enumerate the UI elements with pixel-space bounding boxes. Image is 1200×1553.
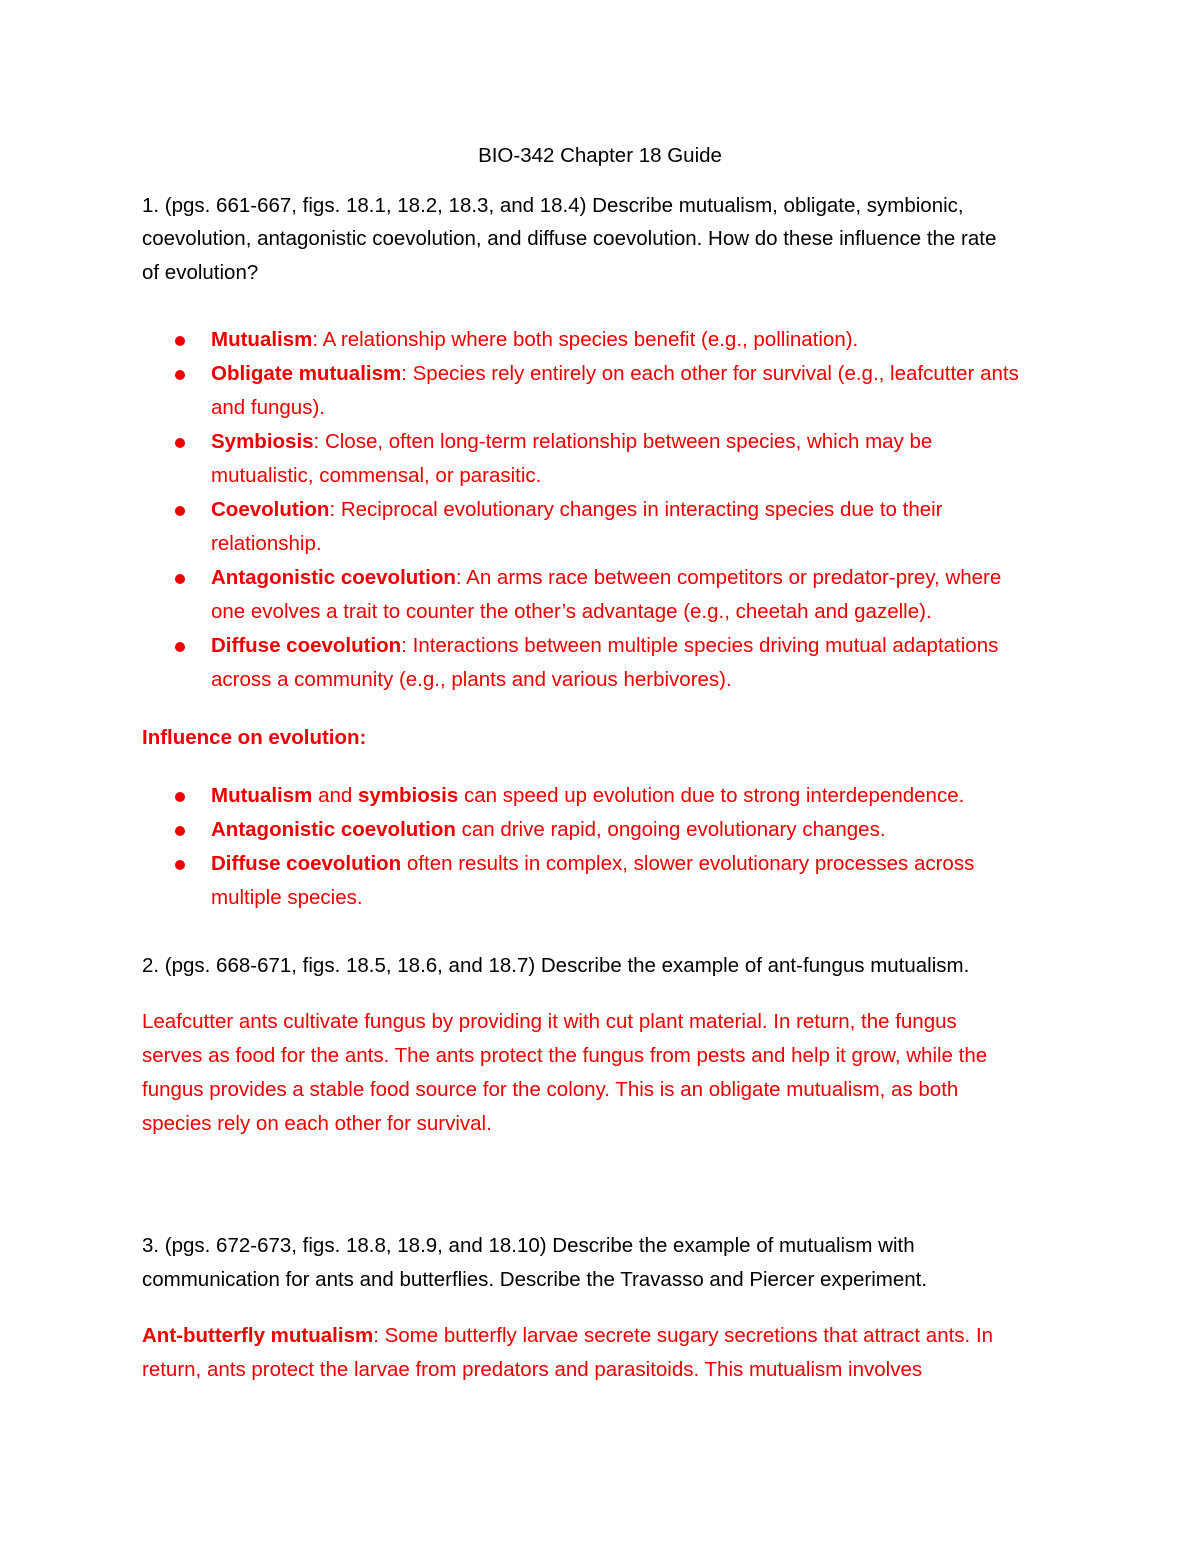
definition-text: An arms race between competitors or predator-prey, where bbox=[461, 566, 1002, 589]
term-label: Obligate mutualism bbox=[211, 362, 402, 385]
term-label: Diffuse coevolution bbox=[211, 634, 402, 657]
answer-antagonistic-coevolution bbox=[211, 561, 1001, 595]
bullet-icon bbox=[175, 336, 185, 346]
definition-text: Interactions between multiple species driving mutual adaptations bbox=[406, 634, 999, 657]
answer-symbiosis bbox=[211, 425, 932, 459]
bullet-icon bbox=[175, 370, 185, 380]
answer-antagonistic-coevolution-cont: one evolves a trait to counter the other’s advantage (e.g., cheetah and gazelle). bbox=[211, 600, 932, 623]
term-label: Symbiosis bbox=[211, 430, 314, 453]
description-text: can drive rapid, ongoing evolutionary changes. bbox=[455, 818, 886, 841]
term-separator: : bbox=[312, 328, 319, 351]
document-title: BIO-342 Chapter 18 Guide bbox=[478, 144, 722, 167]
term-label: symbiosis bbox=[357, 784, 459, 807]
answer-2-line-4: species rely on each other for survival. bbox=[142, 1112, 492, 1135]
question-2: 2. (pgs. 668-671, figs. 18.5, 18.6, and 18.7) Describe the example of ant-fungus mutualism. bbox=[142, 954, 970, 977]
answer-coevolution-cont: relationship. bbox=[211, 532, 322, 555]
term-label: Antagonistic coevolution bbox=[211, 818, 456, 841]
answer-obligate-mutualism-cont: and fungus). bbox=[211, 396, 325, 419]
answer-symbiosis-cont: mutualistic, commensal, or parasitic. bbox=[211, 464, 542, 487]
answer-diffuse-coevolution bbox=[211, 629, 998, 663]
term-label: Antagonistic coevolution bbox=[211, 566, 456, 589]
answer-2-line-2: serves as food for the ants. The ants protect the fungus from pests and help it grow, while the bbox=[142, 1044, 988, 1067]
answer-2-line-1: Leafcutter ants cultivate fungus by providing it with cut plant material. In return, the fungus bbox=[142, 1010, 957, 1033]
term-separator: : bbox=[313, 430, 320, 453]
answer-diffuse-coevolution-cont: across a community (e.g., plants and various herbivores). bbox=[211, 668, 732, 691]
answer-mutualism bbox=[211, 323, 858, 357]
description-text: can speed up evolution due to strong interdependence. bbox=[458, 784, 965, 807]
influence-item-3 bbox=[211, 847, 974, 881]
question-1-line-2: coevolution, antagonistic coevolution, and diffuse coevolution. How do these influence the rate bbox=[142, 227, 997, 250]
definition-text: Close, often long-term relationship between species, which may be bbox=[319, 430, 933, 453]
question-1-line-1: 1. (pgs. 661-667, figs. 18.1, 18.2, 18.3, and 18.4) Describe mutualism, obligate, symbionic, bbox=[142, 194, 964, 217]
influence-item-3-cont: multiple species. bbox=[211, 886, 363, 909]
description-text: often results in complex, slower evolutionary processes across bbox=[401, 852, 975, 875]
bullet-icon bbox=[175, 792, 185, 802]
term-label: Ant-butterfly mutualism bbox=[142, 1324, 374, 1347]
answer-3-line-2: return, ants protect the larvae from predators and parasitoids. This mutualism involves bbox=[142, 1358, 923, 1381]
question-1-line-3: of evolution? bbox=[142, 261, 259, 284]
definition-text: Species rely entirely on each other for survival (e.g., leafcutter ants bbox=[406, 362, 1019, 385]
term-label: Diffuse coevolution bbox=[211, 852, 402, 875]
bullet-icon bbox=[175, 506, 185, 516]
term-label: Mutualism bbox=[211, 328, 313, 351]
definition-text: A relationship where both species benefit (e.g., pollination). bbox=[318, 328, 859, 351]
connector-text: and bbox=[312, 784, 358, 807]
term-separator: : bbox=[401, 362, 407, 385]
answer-3-line-1 bbox=[142, 1319, 993, 1353]
definition-text: : Some butterfly larvae secrete sugary secretions that attract ants. In bbox=[373, 1324, 994, 1347]
bullet-icon bbox=[175, 574, 185, 584]
term-separator: : bbox=[329, 498, 336, 521]
definition-text: Reciprocal evolutionary changes in interacting species due to their bbox=[335, 498, 943, 521]
influence-item-2 bbox=[211, 813, 886, 847]
bullet-icon bbox=[175, 826, 185, 836]
bullet-icon bbox=[175, 860, 185, 870]
question-3-line-2: communication for ants and butterflies. Describe the Travasso and Piercer experiment. bbox=[142, 1268, 928, 1291]
term-label: Mutualism bbox=[211, 784, 313, 807]
answer-coevolution bbox=[211, 493, 943, 527]
influence-heading: Influence on evolution: bbox=[142, 726, 367, 749]
term-separator: : bbox=[455, 566, 462, 589]
term-label: Coevolution bbox=[211, 498, 330, 521]
term-separator: : bbox=[401, 634, 407, 657]
bullet-icon bbox=[175, 438, 185, 448]
influence-item-1 bbox=[211, 779, 964, 813]
answer-obligate-mutualism bbox=[211, 357, 1019, 391]
bullet-icon bbox=[175, 642, 185, 652]
answer-2-line-3: fungus provides a stable food source for the colony. This is an obligate mutualism, as both bbox=[142, 1078, 959, 1101]
question-3-line-1: 3. (pgs. 672-673, figs. 18.8, 18.9, and 18.10) Describe the example of mutualism with bbox=[142, 1234, 915, 1257]
